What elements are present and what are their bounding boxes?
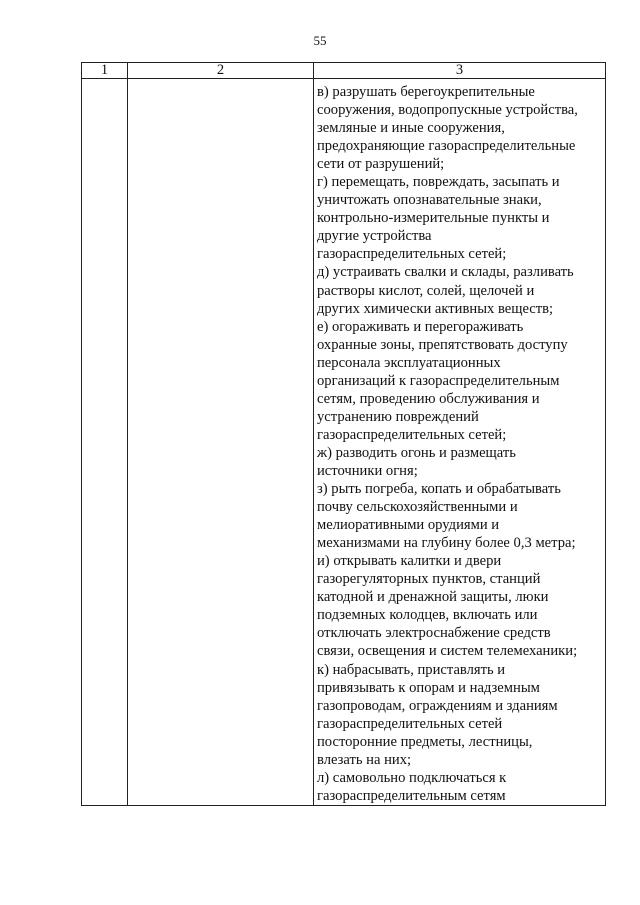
table-cell-col2 [128, 79, 314, 806]
text-line: в) разрушать берегоукрепительные [317, 84, 535, 100]
text-line: контрольно-измерительные пункты и [317, 210, 550, 227]
prohibitions-text [314, 79, 605, 805]
text-line: других химически активных веществ; [317, 300, 554, 317]
text-line: катодной и дренажной защиты, люки [317, 589, 549, 606]
text-line: почву сельскохозяйственными и [317, 499, 518, 516]
text-line: влезать на них; [317, 751, 412, 768]
text-line: источники огня; [317, 462, 418, 479]
text-line: газораспределительных сетей; [317, 426, 507, 443]
column-header-3: 3 [314, 63, 606, 79]
text-line: газорегуляторных пунктов, станций [317, 571, 541, 588]
text-line: персонала эксплуатационных [317, 354, 501, 371]
text-line: другие устройства [317, 228, 432, 245]
text-line: и) открывать калитки и двери [317, 553, 502, 570]
column-header-2: 2 [128, 63, 314, 79]
text-line: л) самовольно подключаться к [317, 769, 507, 786]
text-line: связи, освещения и систем телемеханики; [317, 643, 578, 660]
text-line: д) устраивать свалки и склады, разливать [317, 264, 574, 281]
text-line: газораспределительных сетей; [317, 246, 507, 263]
text-line: охранные зоны, препятствовать доступу [317, 336, 568, 353]
text-line: газораспределительных сетей [317, 715, 503, 732]
text-line: сооружения, водопропускные устройства, [317, 102, 578, 119]
text-line: предохраняющие газораспределительные [317, 138, 576, 155]
text-line: з) рыть погреба, копать и обрабатывать [317, 481, 561, 498]
text-line: организаций к газораспределительным [317, 372, 560, 389]
text-line: сетям, проведению обслуживания и [317, 390, 540, 407]
text-line: уничтожать опознавательные знаки, [317, 192, 542, 209]
page-number: 55 [313, 33, 327, 48]
text-line: е) огораживать и перегораживать [317, 318, 524, 335]
text-line: земляные и иные сооружения, [317, 120, 505, 137]
table-cell-col1 [82, 79, 128, 806]
text-line: устранению повреждений [317, 408, 479, 425]
text-line: подземных колодцев, включать или [317, 607, 538, 624]
text-line: механизмами на глубину более 0,3 метра; [317, 535, 576, 552]
text-line: ж) разводить огонь и размещать [317, 444, 516, 461]
column-header-1: 1 [82, 63, 128, 79]
table-header-row [82, 63, 606, 79]
table-cell-col3 [314, 79, 606, 806]
content-table [81, 62, 606, 806]
text-line: г) перемещать, повреждать, засыпать и [317, 174, 560, 191]
text-line: к) набрасывать, приставлять и [317, 661, 506, 678]
text-line: газораспределительным сетям [317, 787, 506, 804]
table-row [82, 79, 606, 806]
text-line: мелиоративными орудиями и [317, 517, 500, 534]
text-line: растворы кислот, солей, щелочей и [317, 282, 535, 299]
text-line: посторонние предметы, лестницы, [317, 733, 533, 750]
text-line: сети от разрушений; [317, 156, 445, 173]
text-line: привязывать к опорам и надземным [317, 679, 540, 696]
text-line: отключать электроснабжение средств [317, 625, 551, 642]
text-line: газопроводам, ограждениям и зданиям [317, 697, 558, 714]
